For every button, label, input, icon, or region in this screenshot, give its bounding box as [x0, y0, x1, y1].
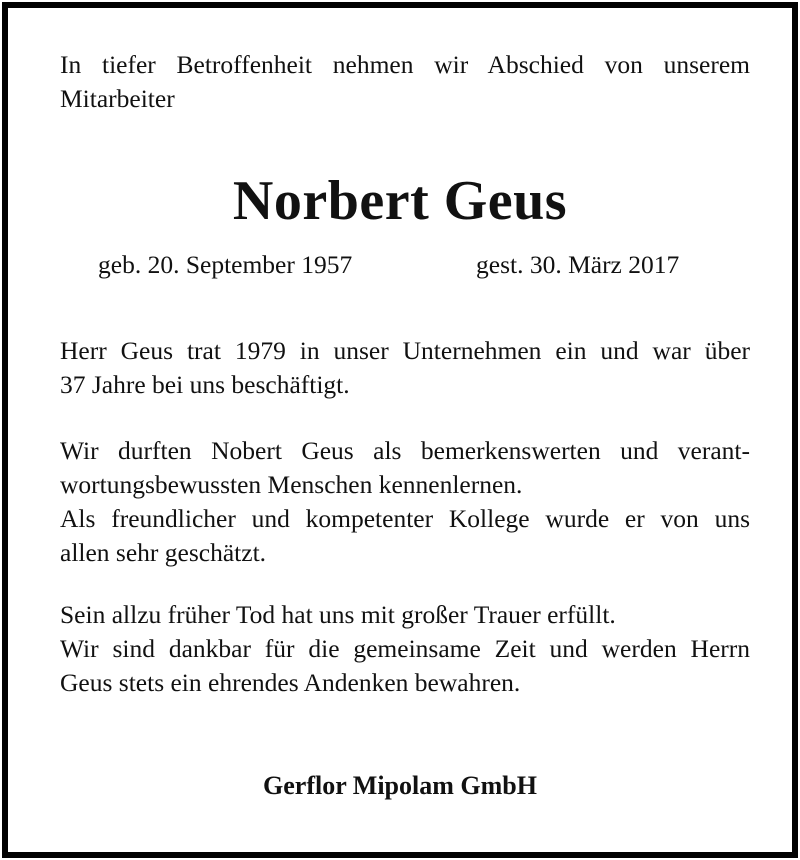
paragraph-tribute [60, 434, 750, 570]
paragraph-line: Wir durften Nobert Geus als bemerkenswerten und verant- [60, 436, 750, 465]
deceased-name: Norbert Geus [232, 170, 568, 232]
intro-line-1: In tiefer Betroffenheit nehmen wir Abschied von unserem [60, 50, 750, 79]
paragraph-line: Sein allzu früher Tod hat uns mit großer Trauer erfüllt. [60, 600, 616, 629]
paragraph-line: 37 Jahre bei uns beschäftigt. [60, 370, 350, 399]
paragraph-line: Als freundlicher und kompetenter Kollege wurde er von uns [60, 504, 750, 533]
paragraph-line: wortungsbewussten Menschen kennenlernen. [60, 470, 523, 499]
intro-line-2: Mitarbeiter [60, 84, 175, 113]
birth-date: geb. 20. September 1957 [98, 250, 353, 279]
company-signature: Gerflor Mipolam GmbH [263, 771, 537, 800]
obituary-notice [2, 2, 798, 858]
paragraph-condolence [60, 598, 750, 700]
paragraph-line: Geus stets ein ehrendes Andenken bewahren. [60, 668, 521, 697]
intro-text [60, 48, 750, 116]
paragraph-line: allen sehr geschätzt. [60, 538, 267, 567]
paragraph-employment [60, 334, 750, 402]
paragraph-line: Herr Geus trat 1979 in unser Unternehmen ein und war über [60, 336, 750, 365]
death-date: gest. 30. März 2017 [476, 250, 680, 279]
paragraph-line: Wir sind dankbar für die gemeinsame Zeit und werden Herrn [60, 634, 750, 663]
